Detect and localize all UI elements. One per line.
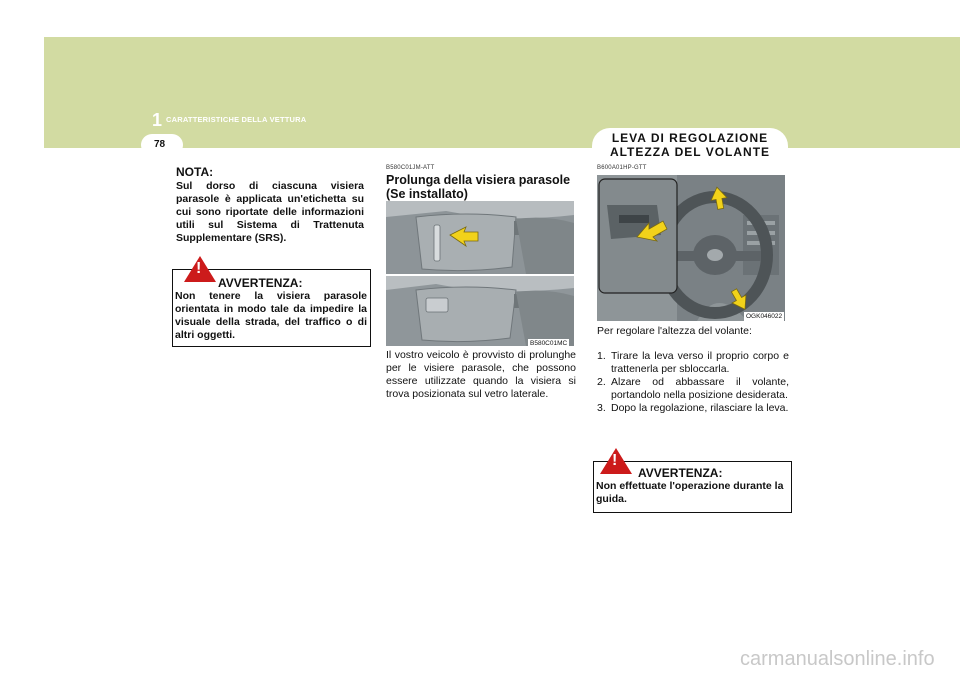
header-band <box>44 37 960 148</box>
list-item: 3. Dopo la regolazione, rilasciare la leva. <box>597 402 789 414</box>
section-title-line1: LEVA DI REGOLAZIONE <box>611 131 769 145</box>
steering-image-code: OGK046022 <box>746 313 783 320</box>
sun-visor-image-top <box>386 201 574 274</box>
sun-visor-image-bottom <box>386 276 574 346</box>
chapter-number: 1 <box>152 110 163 130</box>
warning-title: AVVERTENZA: <box>638 466 723 480</box>
section-title-line2: ALTEZZA DEL VOLANTE <box>609 145 771 159</box>
watermark: carmanualsonline.info <box>740 648 935 670</box>
warning-exclamation: ! <box>612 452 618 469</box>
visor-image-code: B580C01MC <box>530 340 568 347</box>
steering-steps <box>597 350 789 415</box>
section-code: B580C01JM-ATT <box>386 165 435 171</box>
list-item: 1. Tirare la leva verso il proprio corpo e trattenerla per sbloccarla. <box>597 350 789 375</box>
nota-text: Sul dorso di ciascuna visiera parasole è applicata un'etichetta su cui sono riportate delle informazioni utili sul Sistema di Trattenuta Supplementare (SRS). <box>176 180 364 244</box>
visor-extension-text: Il vostro veicolo è provvisto di prolunghe per le visiere parasole, che possono essere utilizzate quando la visiera si trova posizionata sul vetro laterale. <box>386 349 576 400</box>
steering-intro: Per regolare l'altezza del volante: <box>597 325 752 337</box>
list-item: 2. Alzare od abbassare il volante, portandolo nella posizione desiderata. <box>597 376 789 401</box>
chapter-title: CARATTERISTICHE DELLA VETTURA <box>166 115 307 124</box>
section-code-steering: B600A01HP-GTT <box>597 165 647 171</box>
visor-extension-title: Prolunga della visiera parasole (Se installato) <box>386 173 571 201</box>
steering-wheel-image <box>597 175 785 321</box>
warning-exclamation: ! <box>196 260 202 277</box>
warning-title: AVVERTENZA: <box>218 276 303 290</box>
warning-text: Non tenere la visiera parasole orientata in modo tale da impedire la visuale della strada, del traffico o di altri oggetti. <box>175 290 367 341</box>
warning-text: Non effettuate l'operazione durante la guida. <box>596 480 784 505</box>
nota-title: NOTA: <box>176 165 214 179</box>
page-number: 78 <box>154 139 166 150</box>
section-title <box>596 131 784 159</box>
